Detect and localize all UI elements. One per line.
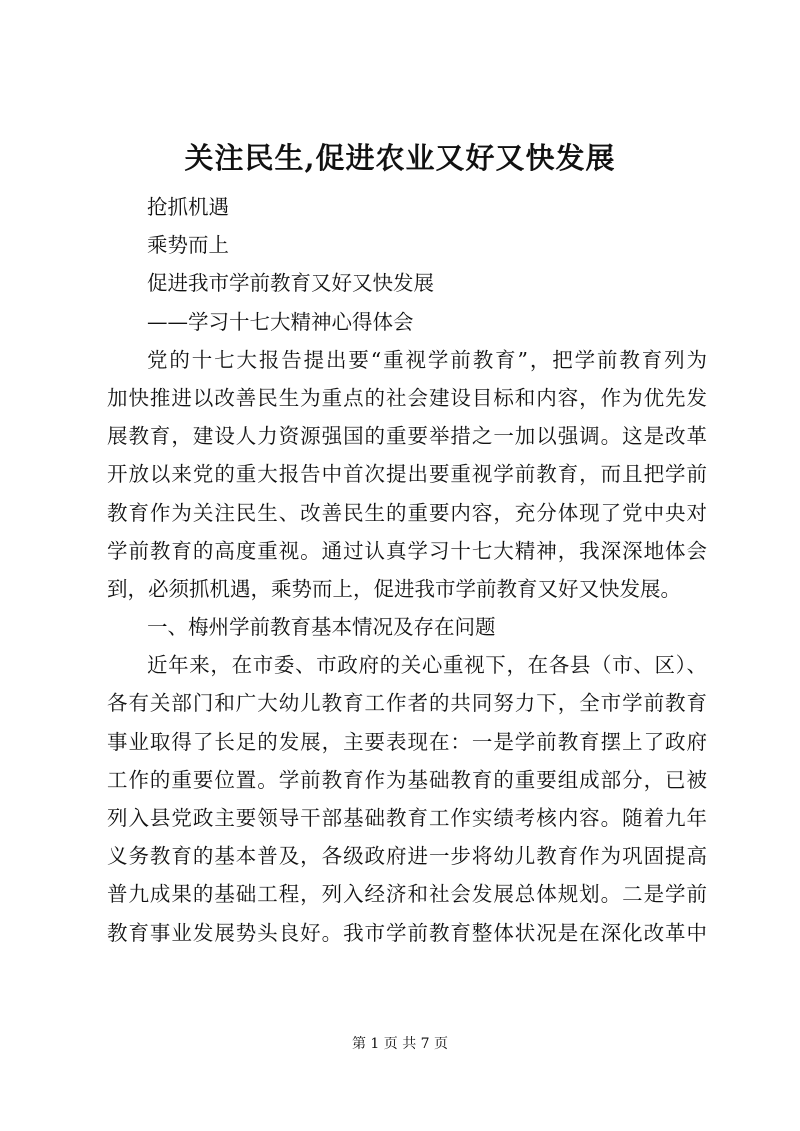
heading-line: 促进我市学前教育又好又快发展 bbox=[147, 271, 434, 296]
paragraph-line: 义务教育的基本普及，各级政府进一步将幼儿教育作为巩固提高 bbox=[107, 844, 707, 869]
paragraph-line: 工作的重要位置。学前教育作为基础教育的重要组成部分，已被 bbox=[107, 767, 707, 792]
subtitle-line: ——学习十七大精神心得体会 bbox=[147, 309, 414, 334]
document-body bbox=[107, 188, 707, 952]
paragraph-line: 教育作为关注民生、改善民生的重要内容，充分体现了党中央对 bbox=[107, 500, 707, 525]
document-title: 关注民生,促进农业又好又快发展 bbox=[184, 141, 616, 175]
paragraph-line: 展教育，建设人力资源强国的重要举措之一加以强调。这是改革 bbox=[107, 424, 707, 449]
section-heading: 一、梅州学前教育基本情况及存在问题 bbox=[147, 615, 496, 640]
paragraph-line: 普九成果的基础工程，列入经济和社会发展总体规划。二是学前 bbox=[107, 882, 707, 907]
paragraph-line: 各有关部门和广大幼儿教育工作者的共同努力下，全市学前教育 bbox=[107, 691, 707, 716]
heading-line: 抢抓机遇 bbox=[147, 195, 229, 219]
page-number: 第 1 页 共 7 页 bbox=[351, 1036, 449, 1052]
paragraph-line: 到，必须抓机遇，乘势而上，促进我市学前教育又好又快发展。 bbox=[107, 576, 681, 601]
paragraph-line: 事业取得了长足的发展，主要表现在：一是学前教育摆上了政府 bbox=[107, 729, 707, 754]
paragraph-line: 近年来，在市委、市政府的关心重视下，在各县（市、区）、 bbox=[147, 653, 707, 678]
paragraph-line: 学前教育的高度重视。通过认真学习十七大精神，我深深地体会 bbox=[107, 538, 707, 563]
heading-line: 乘势而上 bbox=[147, 233, 229, 258]
paragraph-line: 教育事业发展势头良好。我市学前教育整体状况是在深化改革中 bbox=[107, 920, 707, 945]
paragraph-line: 开放以来党的重大报告中首次提出要重视学前教育，而且把学前 bbox=[107, 462, 707, 487]
paragraph-line: 加快推进以改善民生为重点的社会建设目标和内容，作为优先发 bbox=[107, 385, 707, 410]
paragraph-line: 党的十七大报告提出要“重视学前教育”，把学前教育列为 bbox=[147, 347, 707, 372]
paragraph-line: 列入县党政主要领导干部基础教育工作实绩考核内容。随着九年 bbox=[107, 806, 707, 830]
